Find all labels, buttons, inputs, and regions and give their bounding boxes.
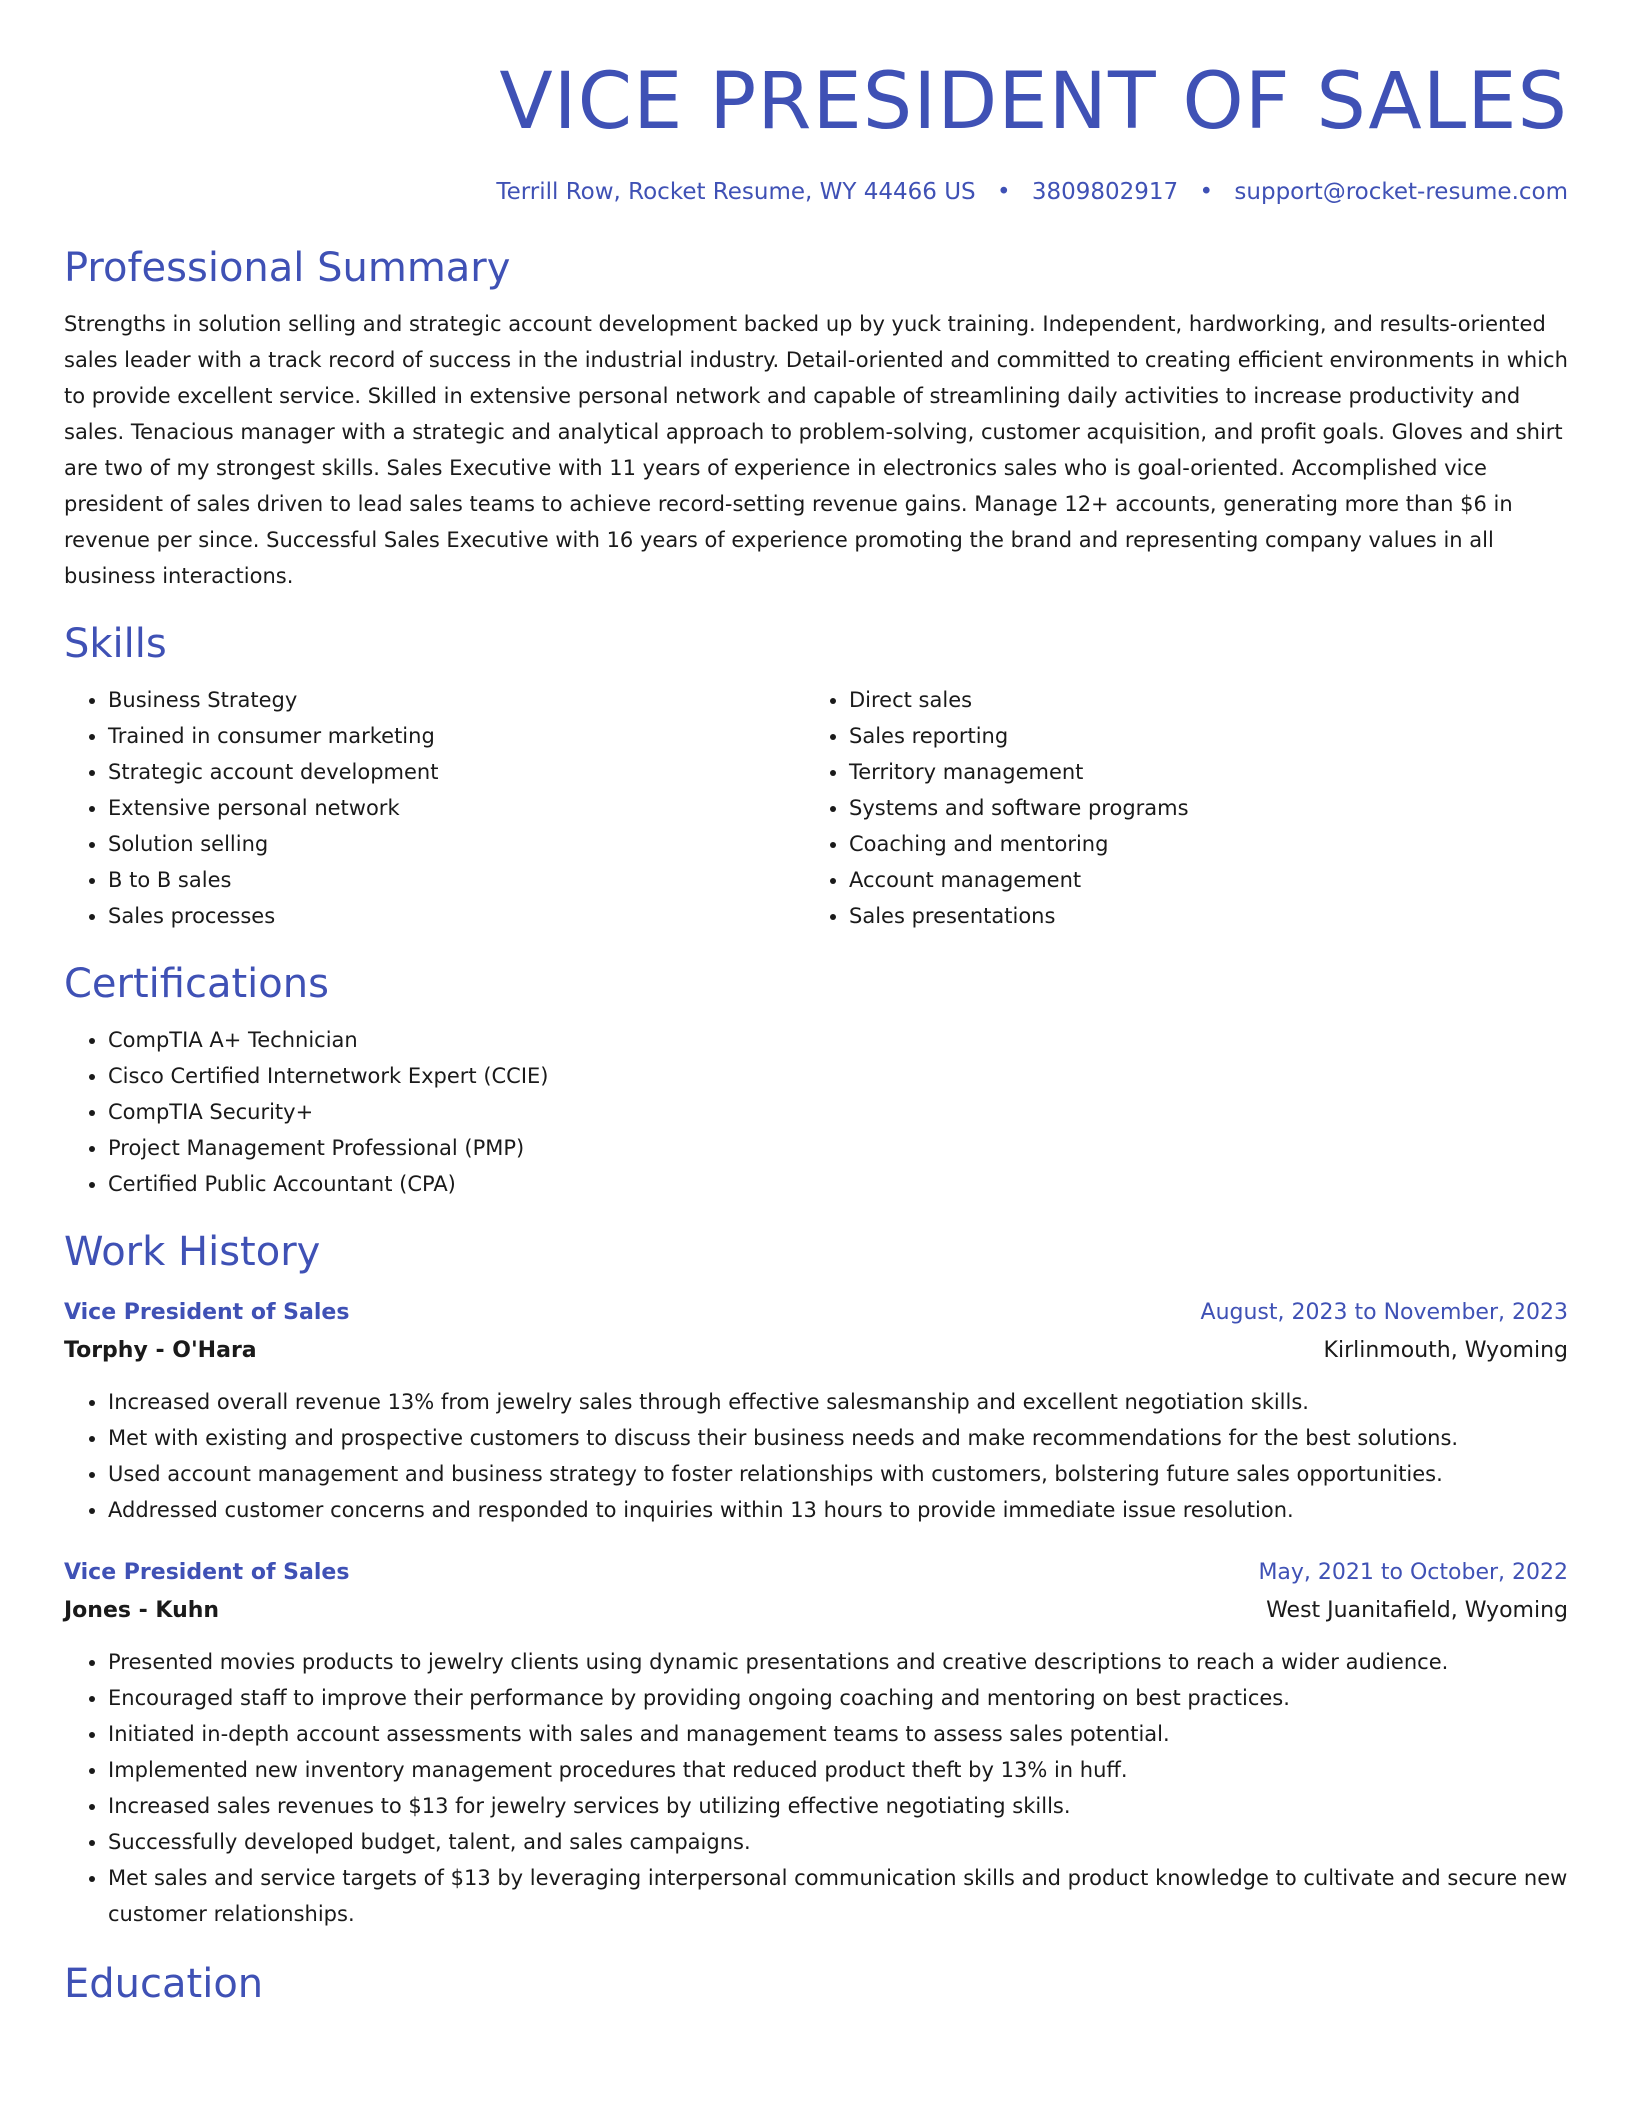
- job-title-row: [64, 1554, 1568, 1592]
- job-bullet: • Used account management and business strategy to foster relationships with customers, bolstering future sales opportunities.: [108, 1456, 1568, 1492]
- certification-item: • CompTIA A+ Technician: [108, 1022, 1568, 1058]
- contact-email: support@rocket-resume.com: [1234, 179, 1568, 205]
- work-history-heading: Work History: [64, 1229, 321, 1275]
- job-bullets: [64, 1384, 1568, 1528]
- job-entry: [64, 1554, 1568, 1932]
- skill-item: • Direct sales: [849, 682, 1546, 718]
- certification-item: • Project Management Professional (PMP): [108, 1130, 1568, 1166]
- education-heading: Education: [64, 1961, 264, 2007]
- skill-item: • Business Strategy: [108, 682, 805, 718]
- certification-item: • Cisco Certified Internetwork Expert (CCIE): [108, 1058, 1568, 1094]
- job-bullet: • Successfully developed budget, talent, and sales campaigns.: [108, 1824, 1568, 1860]
- job-company: Torphy - O'Hara: [64, 1338, 257, 1363]
- job-bullet: • Encouraged staff to improve their performance by providing ongoing coaching and mentoring on best practices.: [108, 1680, 1568, 1716]
- certification-item: • Certified Public Accountant (CPA): [108, 1166, 1568, 1202]
- job-company-row: [64, 1592, 1568, 1630]
- work-history-section: [64, 1226, 1568, 1932]
- job-dates: August, 2023 to November, 2023: [1200, 1300, 1568, 1325]
- job-title: Vice President of Sales: [64, 1560, 350, 1585]
- skill-item: • Sales reporting: [849, 718, 1546, 754]
- job-entry: [64, 1294, 1568, 1528]
- skill-item: • B to B sales: [108, 862, 805, 898]
- summary-heading: Professional Summary: [64, 245, 511, 291]
- job-title-row: [64, 1294, 1568, 1332]
- skills-list-right: [805, 682, 1546, 934]
- skill-item: • Territory management: [849, 754, 1546, 790]
- job-bullet: • Implemented new inventory management procedures that reduced product theft by 13% in huff.: [108, 1752, 1568, 1788]
- job-bullet: • Met sales and service targets of $13 by leveraging interpersonal communication skills and product knowledge to cultivate and secure new customer relationships.: [108, 1860, 1568, 1932]
- job-bullet: • Met with existing and prospective customers to discuss their business needs and make recommendations for the best solutions.: [108, 1420, 1568, 1456]
- job-bullet: • Presented movies products to jewelry clients using dynamic presentations and creative descriptions to reach a wider audience.: [108, 1644, 1568, 1680]
- job-company: Jones - Kuhn: [64, 1598, 220, 1623]
- skill-item: • Account management: [849, 862, 1546, 898]
- skill-item: • Trained in consumer marketing: [108, 718, 805, 754]
- skill-item: • Solution selling: [108, 826, 805, 862]
- skill-item: • Systems and software programs: [849, 790, 1546, 826]
- skills-list-left: [64, 682, 805, 934]
- job-bullet: • Increased overall revenue 13% from jewelry sales through effective salesmanship and excellent negotiation skills.: [108, 1384, 1568, 1420]
- skills-columns: [64, 682, 1568, 934]
- summary-section: [64, 242, 1568, 594]
- job-company-row: [64, 1332, 1568, 1370]
- skill-item: • Strategic account development: [108, 754, 805, 790]
- certifications-heading: Certifications: [64, 961, 329, 1007]
- resume-header: [64, 0, 1568, 208]
- job-bullet: • Addressed customer concerns and responded to inquiries within 13 hours to provide immediate issue resolution.: [108, 1492, 1568, 1528]
- skill-item: • Extensive personal network: [108, 790, 805, 826]
- job-dates: May, 2021 to October, 2022: [1258, 1560, 1568, 1585]
- skill-item: • Coaching and mentoring: [849, 826, 1546, 862]
- contact-line: [64, 176, 1568, 208]
- certifications-section: [64, 958, 1568, 1202]
- job-bullets: [64, 1644, 1568, 1932]
- certification-item: • CompTIA Security+: [108, 1094, 1568, 1130]
- page-title: VICE PRESIDENT OF SALES: [499, 57, 1568, 147]
- skill-item: • Sales processes: [108, 898, 805, 934]
- contact-address: Terrill Row, Rocket Resume, WY 44466 US: [496, 179, 976, 205]
- job-title: Vice President of Sales: [64, 1300, 350, 1325]
- job-bullet: • Initiated in-depth account assessments with sales and management teams to assess sales potential.: [108, 1716, 1568, 1752]
- skills-heading: Skills: [64, 621, 167, 667]
- contact-separator: •: [1199, 179, 1214, 205]
- skills-section: [64, 618, 1568, 934]
- skill-item: • Sales presentations: [849, 898, 1546, 934]
- contact-phone: 3809802917: [1031, 179, 1179, 205]
- job-bullet: • Increased sales revenues to $13 for jewelry services by utilizing effective negotiating skills.: [108, 1788, 1568, 1824]
- job-location: West Juanitafield, Wyoming: [1266, 1598, 1568, 1623]
- contact-separator: •: [996, 179, 1011, 205]
- summary-text: Strengths in solution selling and strategic account development backed up by yuck training. Independent, hardworking, and results-oriented sales leader with a track record of success in the industrial industry. Detail-oriented and committed to creating efficient environments in which to provide excellent service. Skilled in extensive personal network and capable of streamlining daily activities to increase productivity and sales. Tenacious manager with a strategic and analytical approach to problem-solving, customer acquisition, and profit goals. Gloves and shirt are two of my strongest skills. Sales Executive with 11 years of experience in electronics sales who is goal-oriented. Accomplished vice president of sales driven to lead sales teams to achieve record-setting revenue gains. Manage 12+ accounts, generating more than $6 in revenue per since. Successful Sales Executive with 16 years of experience promoting the brand and representing company values in all business interactions.: [64, 312, 1568, 588]
- education-section: [64, 1958, 1568, 2010]
- certifications-list: [64, 1022, 1568, 1202]
- job-location: Kirlinmouth, Wyoming: [1323, 1338, 1568, 1363]
